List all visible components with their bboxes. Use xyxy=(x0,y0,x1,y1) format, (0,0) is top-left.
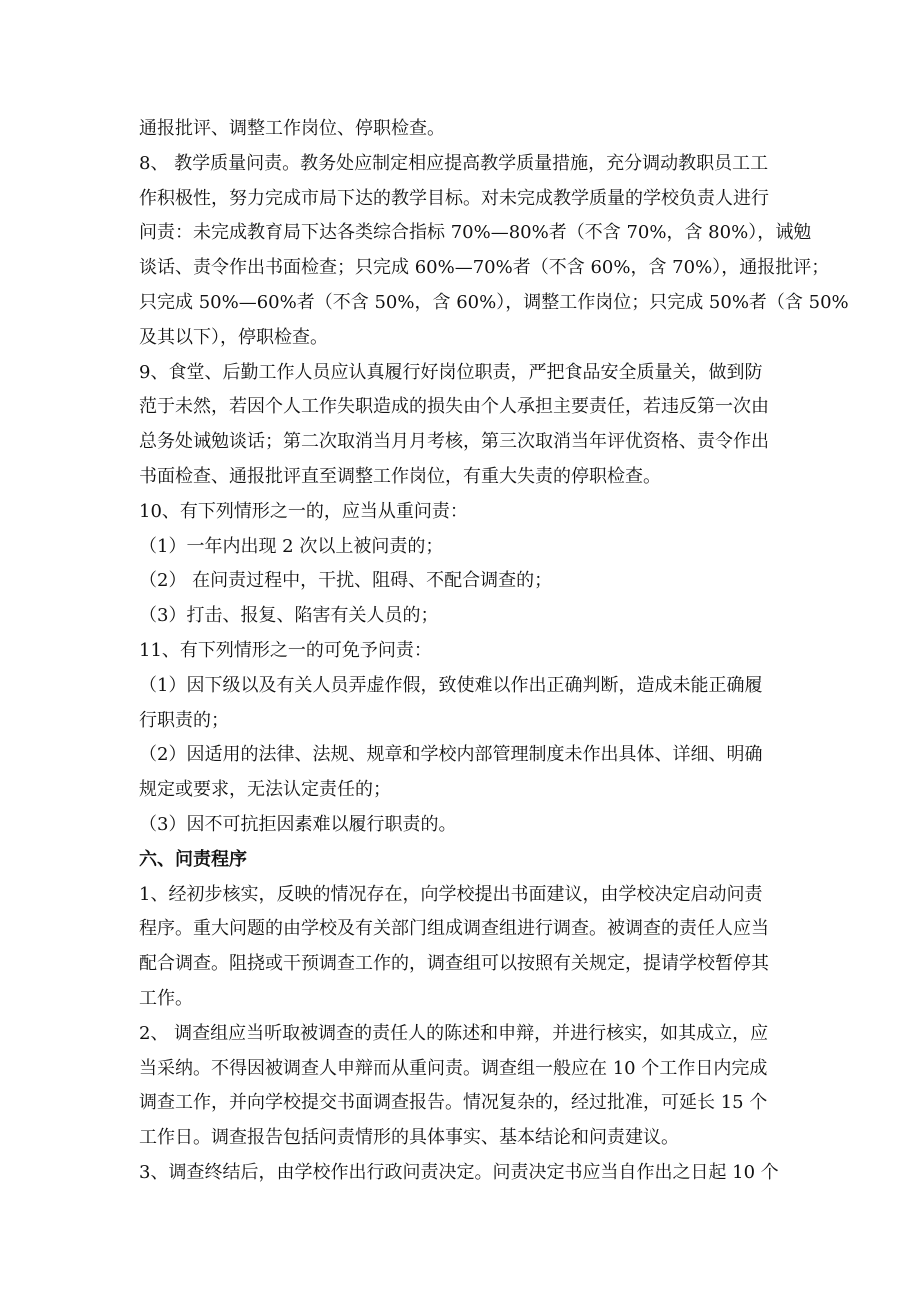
section-heading: 六、问责程序 xyxy=(139,848,247,870)
text-line: 规定或要求，无法认定责任的； xyxy=(139,779,391,801)
text-line: 11、有下列情形之一的可免予问责： xyxy=(139,639,432,661)
text-line: （2）因适用的法律、法规、规章和学校内部管理制度未作出具体、详细、明确 xyxy=(139,744,763,766)
document-body xyxy=(139,112,849,1191)
text-line: 3、调查终结后，由学校作出行政问责决定。问责决定书应当自作出之日起 10 个 xyxy=(139,1161,779,1183)
text-line: （3）打击、报复、陷害有关人员的； xyxy=(139,605,439,627)
text-line: 1、经初步核实，反映的情况存在，向学校提出书面建议，由学校决定启动问责 xyxy=(139,883,763,905)
text-line: 当采纳。不得因被调查人申辩而从重问责。调查组一般应在 10 个工作日内完成 xyxy=(139,1057,768,1079)
text-line: （3）因不可抗拒因素难以履行职责的。 xyxy=(139,813,457,835)
text-line: 行职责的； xyxy=(139,709,229,731)
text-line: 9、食堂、后勤工作人员应认真履行好岗位职责，严把食品安全质量关，做到防 xyxy=(139,361,763,383)
text-line: 及其以下），停职检查。 xyxy=(139,326,328,348)
text-line: 10、有下列情形之一的，应当从重问责： xyxy=(139,500,468,522)
text-line: 谈话、责令作出书面检查；只完成 60%—70%者（不含 60%，含 70%），通报批评； xyxy=(139,257,830,279)
text-line: （1）因下级以及有关人员弄虚作假，致使难以作出正确判断，造成未能正确履 xyxy=(139,674,763,696)
text-line: （2） 在问责过程中，干扰、阻碍、不配合调查的； xyxy=(139,570,553,592)
text-line: 8、 教学质量问责。教务处应制定相应提高教学质量措施，充分调动教职员工工 xyxy=(139,152,769,174)
text-line: 范于未然，若因个人工作失职造成的损失由个人承担主要责任，若违反第一次由 xyxy=(139,396,769,418)
text-line: 作积极性，努力完成市局下达的教学目标。对未完成教学质量的学校负责人进行 xyxy=(139,187,769,209)
text-line: 书面检查、通报批评直至调整工作岗位，有重大失责的停职检查。 xyxy=(139,465,661,487)
text-line: 问责：未完成教育局下达各类综合指标 70%—80%者（不含 70%，含 80%），诫勉 xyxy=(139,222,812,244)
text-line: 只完成 50%—60%者（不含 50%，含 60%），调整工作岗位；只完成 50%者（含 50% xyxy=(139,291,849,313)
text-line: 配合调查。阻挠或干预调查工作的，调查组可以按照有关规定，提请学校暂停其 xyxy=(139,953,769,975)
text-line: 总务处诫勉谈话；第二次取消当月月考核，第三次取消当年评优资格、责令作出 xyxy=(139,431,769,453)
text-line: 调查工作，并向学校提交书面调查报告。情况复杂的，经过批准，可延长 15 个 xyxy=(139,1092,768,1114)
text-line: （1）一年内出现 2 次以上被问责的； xyxy=(139,535,444,557)
text-line: 通报批评、调整工作岗位、停职检查。 xyxy=(139,118,445,139)
text-line: 工作。 xyxy=(139,987,193,1009)
text-line: 工作日。调查报告包括问责情形的具体事实、基本结论和问责建议。 xyxy=(139,1127,679,1149)
text-line: 2、 调查组应当听取被调查的责任人的陈述和申辩，并进行核实，如其成立，应 xyxy=(139,1022,769,1044)
text-line: 程序。重大问题的由学校及有关部门组成调查组进行调查。被调查的责任人应当 xyxy=(139,918,769,940)
